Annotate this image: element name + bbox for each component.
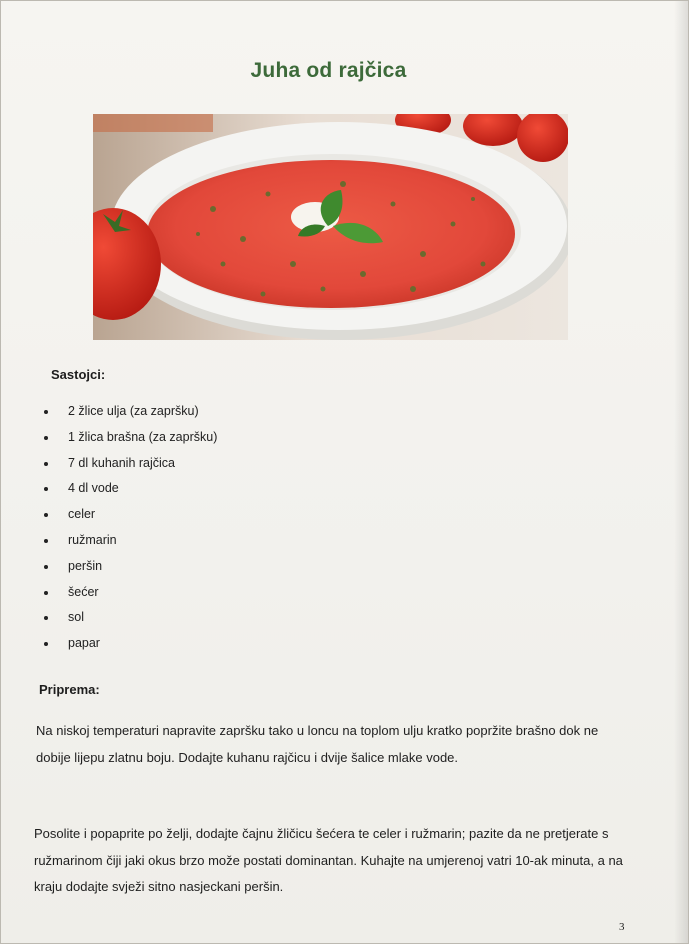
ingredient-text: šećer [68,584,99,599]
ingredient-item [39,631,439,657]
ingredient-text: papar [68,636,100,651]
ingredient-item [39,451,439,477]
bullet-icon [44,513,48,517]
ingredients-heading: Sastojci: [51,367,106,382]
ingredient-text: ružmarin [68,532,117,547]
soup-photo [93,114,568,340]
preparation-paragraph-2: Posolite i popaprite po želji, dodajte čajnu žličicu šećera te celer i ružmarin; pazite da ne pretjerate s ružmarinom čiji jaki okus brzo može postati dominantan. Kuhajte na umjerenoj vatri 10-ak minuta, a na kraju dodajte svježi sitno nasjeckani peršin. [34,826,623,894]
ingredient-text: celer [68,507,96,522]
tomato-soup-image [93,114,568,340]
bullet-icon [44,616,48,620]
bullet-icon [44,487,48,491]
bullet-icon [44,539,48,543]
ingredient-text: 1 žlica brašna (za zapršku) [68,429,218,444]
ingredient-text: 4 dl vode [68,481,119,496]
ingredient-item [39,502,439,528]
ingredient-item [39,605,439,631]
recipe-title: Juha od rajčica [250,59,407,82]
page-number: 3 [619,921,625,933]
ingredient-text: sol [68,610,84,625]
ingredient-item [39,476,439,502]
bullet-icon [44,462,48,466]
ingredient-text: peršin [68,558,103,573]
bullet-icon [44,410,48,414]
ingredient-item [39,425,439,451]
bullet-icon [44,436,48,440]
ingredient-item [39,580,439,606]
page-edge-shadow [674,1,688,944]
bullet-icon [44,565,48,569]
ingredient-item [39,528,439,554]
ingredient-item [39,554,439,580]
ingredient-text: 2 žlice ulja (za zapršku) [68,404,199,418]
bullet-icon [44,591,48,595]
preparation-heading: Priprema: [39,682,100,697]
preparation-paragraph-1: Na niskoj temperaturi napravite zapršku tako u loncu na toplom ulju kratko popržite brašno dok ne dobije lijepu zlatnu boju. Dodajte kuhanu rajčicu i dvije šalice mlake vode. [36,723,599,765]
ingredient-item [39,399,439,425]
bullet-icon [44,642,48,646]
ingredient-text: 7 dl kuhanih rajčica [68,455,176,470]
ingredients-list [39,399,439,657]
